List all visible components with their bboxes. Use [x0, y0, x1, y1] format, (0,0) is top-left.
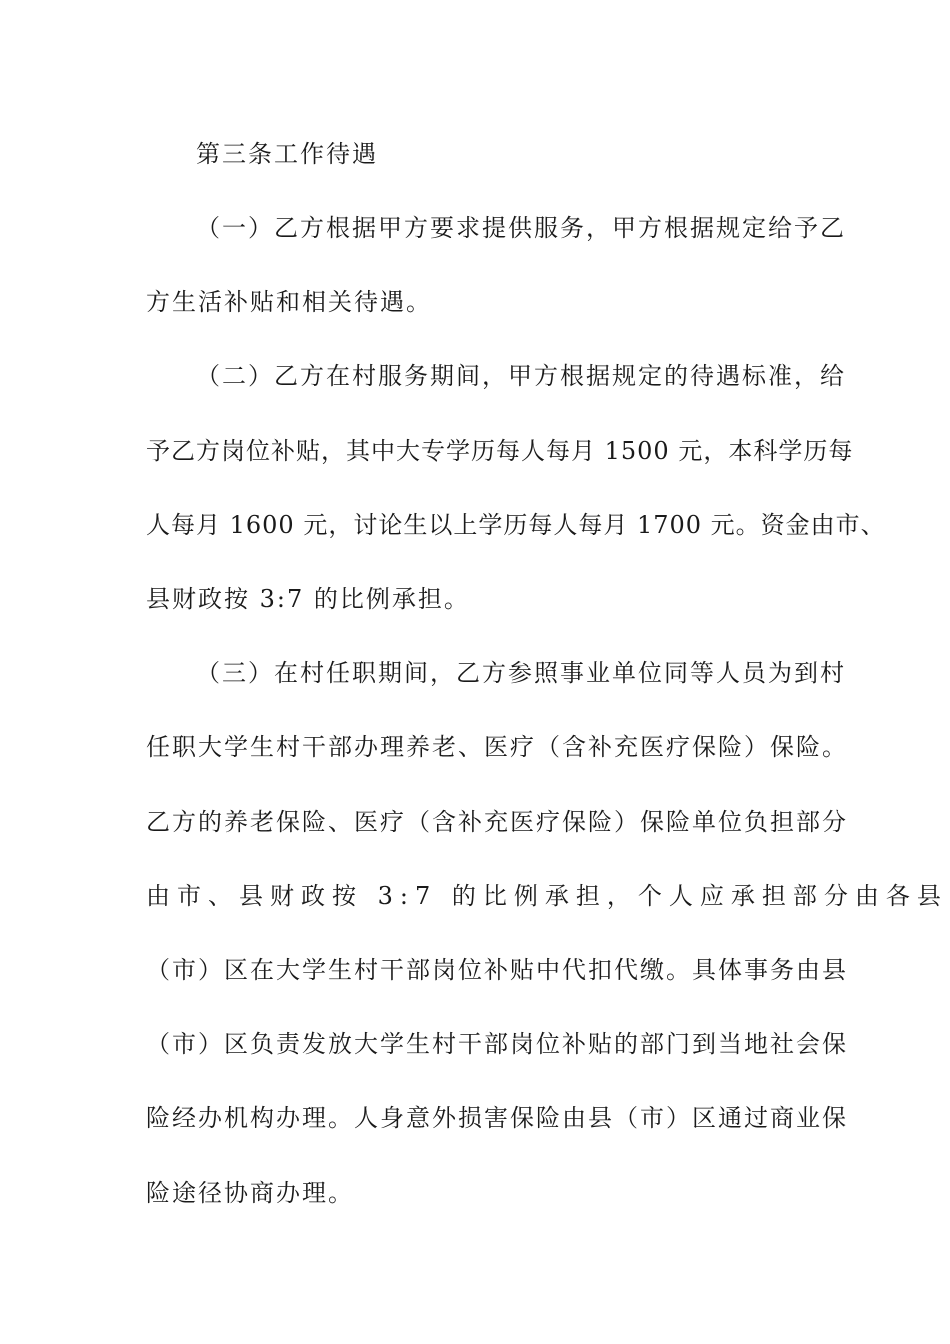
paragraph-line: 险途径协商办理。	[146, 1179, 354, 1207]
paragraph-line: 乙方的养老保险、医疗（含补充医疗保险）保险单位负担部分	[146, 808, 848, 836]
paragraph-line: （三）在村任职期间，乙方参照事业单位同等人员为到村	[196, 659, 846, 687]
paragraph-line: 方生活补贴和相关待遇。	[146, 288, 432, 316]
section-heading: 第三条工作待遇	[196, 140, 378, 168]
paragraph-line: （一）乙方根据甲方要求提供服务，甲方根据规定给予乙	[196, 214, 846, 242]
paragraph-line: （市）区负责发放大学生村干部岗位补贴的部门到当地社会保	[146, 1030, 848, 1058]
paragraph-line: 县财政按 3:7 的比例承担。	[146, 585, 470, 613]
paragraph-line: 予乙方岗位补贴，其中大专学历每人每月 1500 元，本科学历每	[146, 437, 854, 465]
paragraph-line: 人每月 1600 元，讨论生以上学历每人每月 1700 元。资金由市、	[146, 511, 886, 539]
paragraph-line: 任职大学生村干部办理养老、医疗（含补充医疗保险）保险。	[146, 733, 848, 761]
paragraph-line: （市）区在大学生村干部岗位补贴中代扣代缴。具体事务由县	[146, 956, 848, 984]
paragraph-line: 险经办机构办理。人身意外损害保险由县（市）区通过商业保	[146, 1104, 848, 1132]
paragraph-line: （二）乙方在村服务期间，甲方根据规定的待遇标准，给	[196, 362, 846, 390]
paragraph-line: 由市、县财政按 3:7 的比例承担，个人应承担部分由各县	[146, 882, 948, 910]
